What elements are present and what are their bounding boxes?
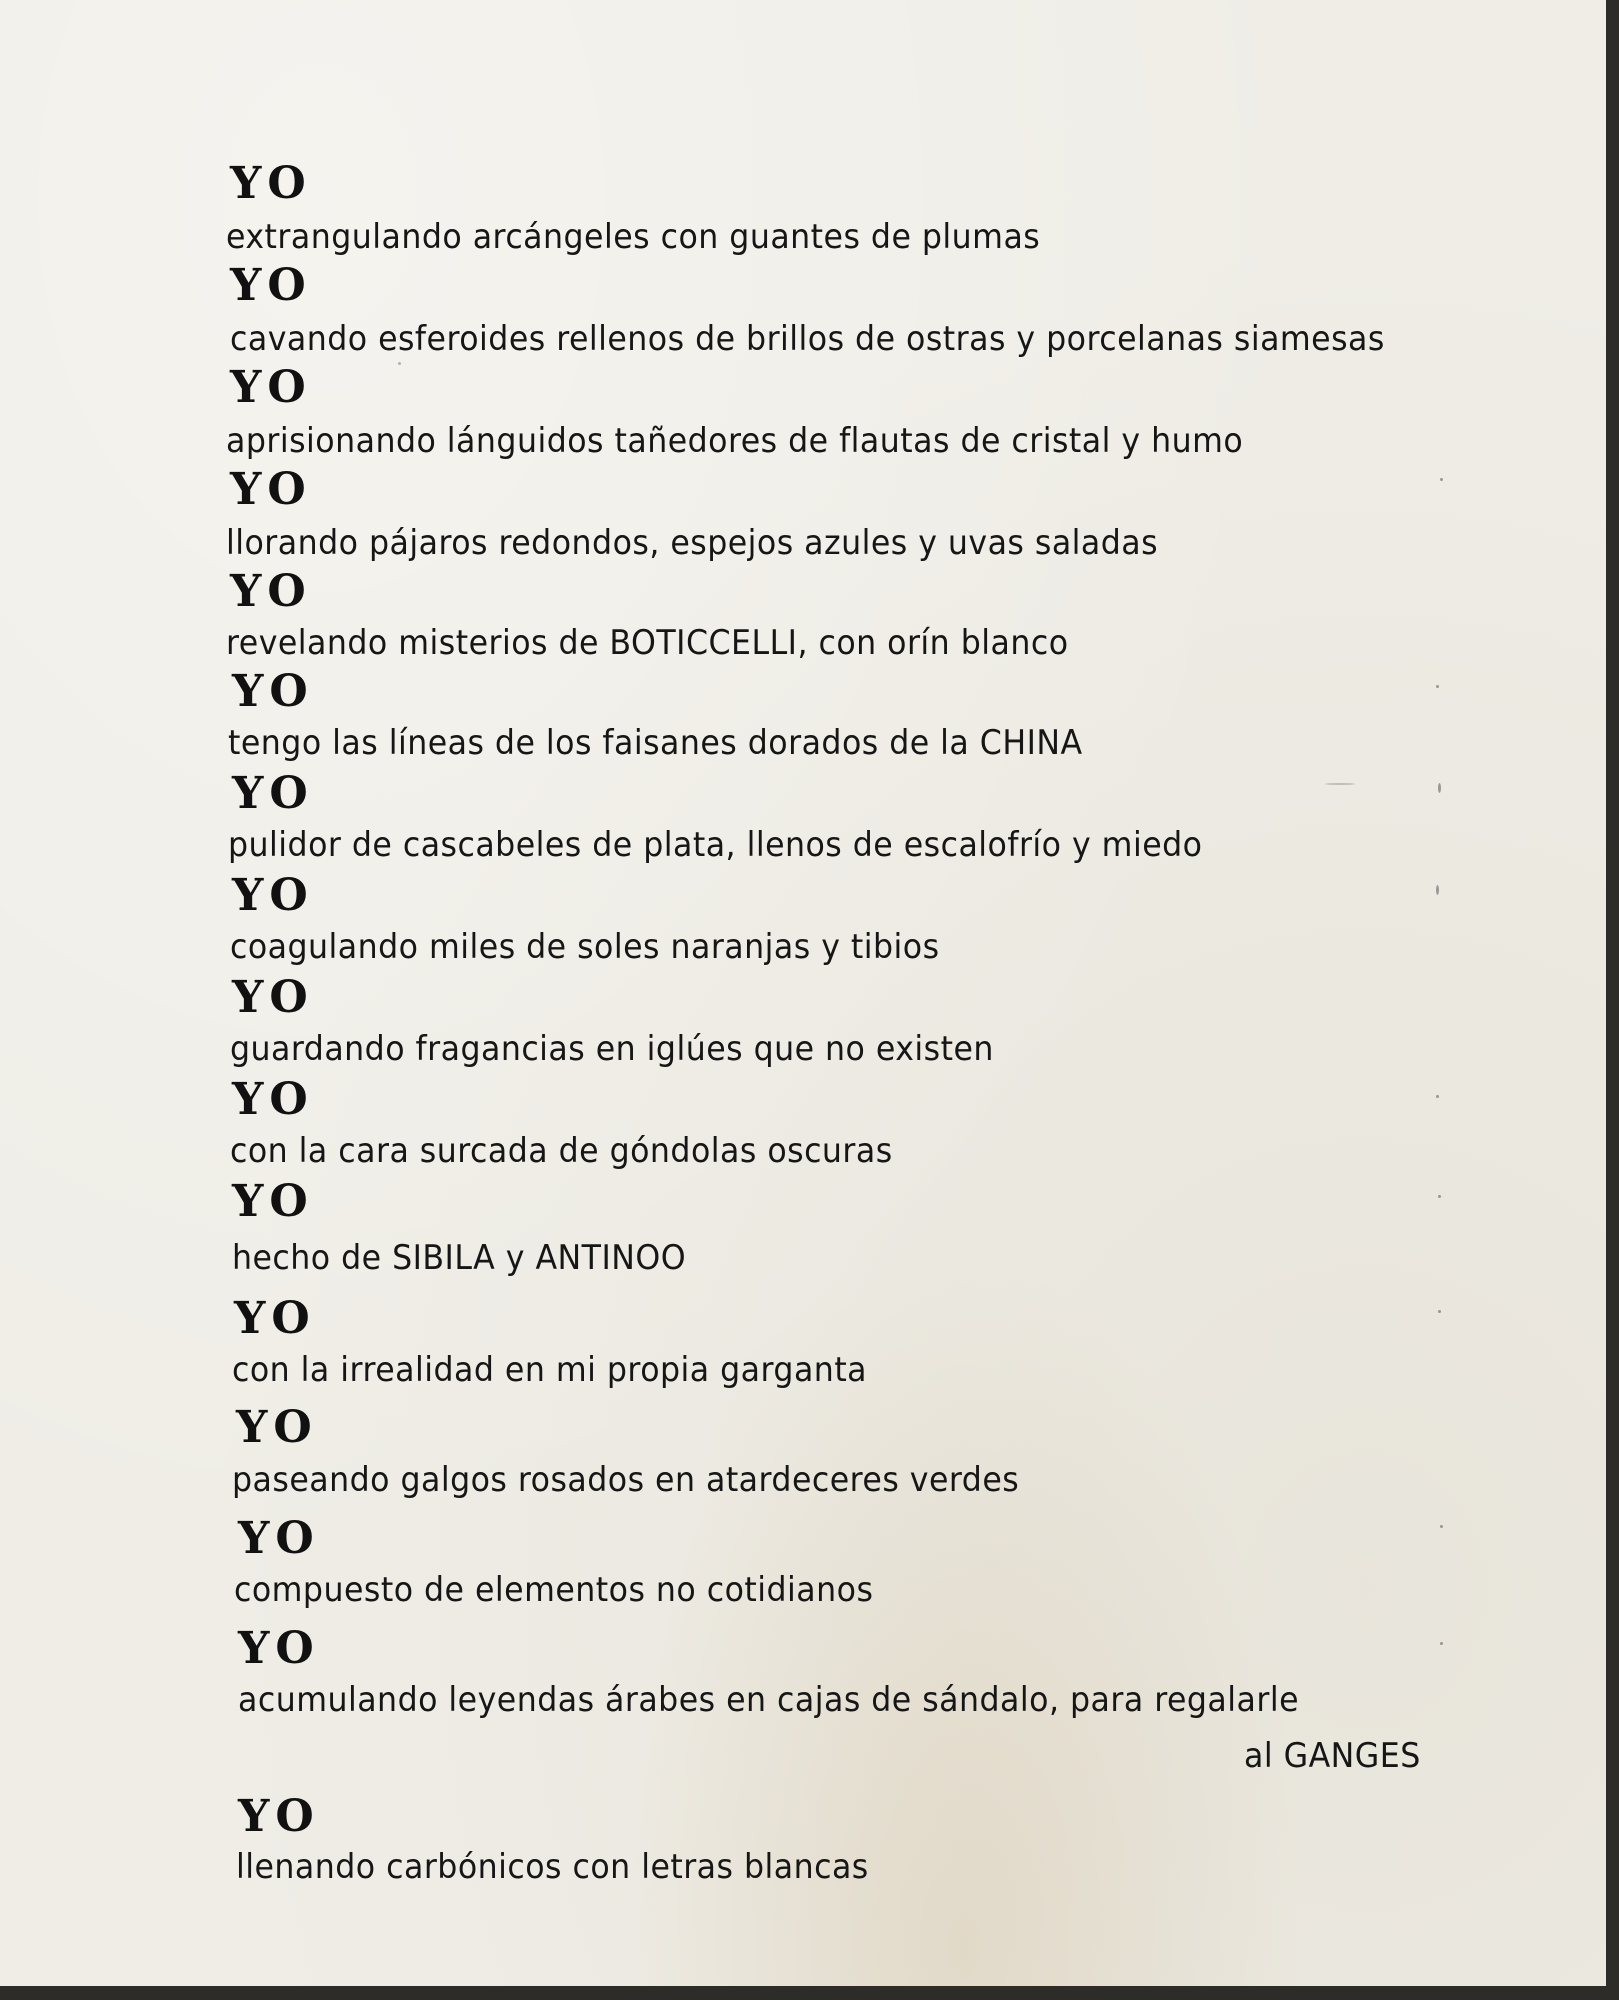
poem-yo-10: YO <box>232 1074 314 1125</box>
poem-line-15-continuation: al GANGES <box>1244 1736 1421 1776</box>
poem-yo-4: YO <box>230 464 312 515</box>
poem-line-14: compuesto de elementos no cotidianos <box>234 1570 874 1610</box>
poem-line-2: cavando esferoides rellenos de brillos de ostras y porcelanas siamesas <box>230 319 1385 359</box>
poem-yo-13: YO <box>236 1402 318 1453</box>
poem-yo-5: YO <box>230 566 312 617</box>
poem-yo-16: YO <box>238 1791 320 1842</box>
poem-yo-14: YO <box>238 1513 320 1564</box>
poem-line-6: tengo las líneas de los faisanes dorados de la CHINA <box>228 723 1083 763</box>
poem-yo-2: YO <box>230 260 312 311</box>
poem-line-8: coagulando miles de soles naranjas y tibios <box>230 927 940 967</box>
poem-line-13: paseando galgos rosados en atardeceres verdes <box>232 1460 1020 1500</box>
poem-line-16: llenando carbónicos con letras blancas <box>236 1847 869 1887</box>
poem-line-15: acumulando leyendas árabes en cajas de sándalo, para regalarle <box>238 1680 1299 1720</box>
poem-line-10: con la cara surcada de góndolas oscuras <box>230 1131 893 1171</box>
poem-yo-11: YO <box>232 1176 314 1227</box>
poem-line-5: revelando misterios de BOTICCELLI, con orín blanco <box>226 623 1069 663</box>
poem-line-4: llorando pájaros redondos, espejos azules y uvas saladas <box>226 523 1159 563</box>
poem-yo-9: YO <box>232 972 314 1023</box>
poem-yo-15: YO <box>238 1623 320 1674</box>
poem-line-7: pulidor de cascabeles de plata, llenos de escalofrío y miedo <box>228 825 1203 865</box>
poem-line-11: hecho de SIBILA y ANTINOO <box>232 1238 687 1278</box>
scan-edge-bottom <box>0 1986 1619 2000</box>
poem-yo-3: YO <box>230 362 312 413</box>
poem-yo-7: YO <box>232 768 314 819</box>
poem-line-12: con la irrealidad en mi propia garganta <box>232 1350 868 1390</box>
poem-yo-12: YO <box>234 1293 316 1344</box>
poem-yo-1: YO <box>230 158 312 209</box>
poem-yo-6: YO <box>232 666 314 717</box>
poem-line-3: aprisionando lánguidos tañedores de flautas de cristal y humo <box>226 421 1244 461</box>
poem-yo-8: YO <box>232 870 314 921</box>
poem-line-1: extrangulando arcángeles con guantes de plumas <box>226 217 1041 257</box>
poem-line-9: guardando fragancias en iglúes que no existen <box>230 1029 994 1069</box>
scan-edge-right <box>1606 0 1619 2000</box>
